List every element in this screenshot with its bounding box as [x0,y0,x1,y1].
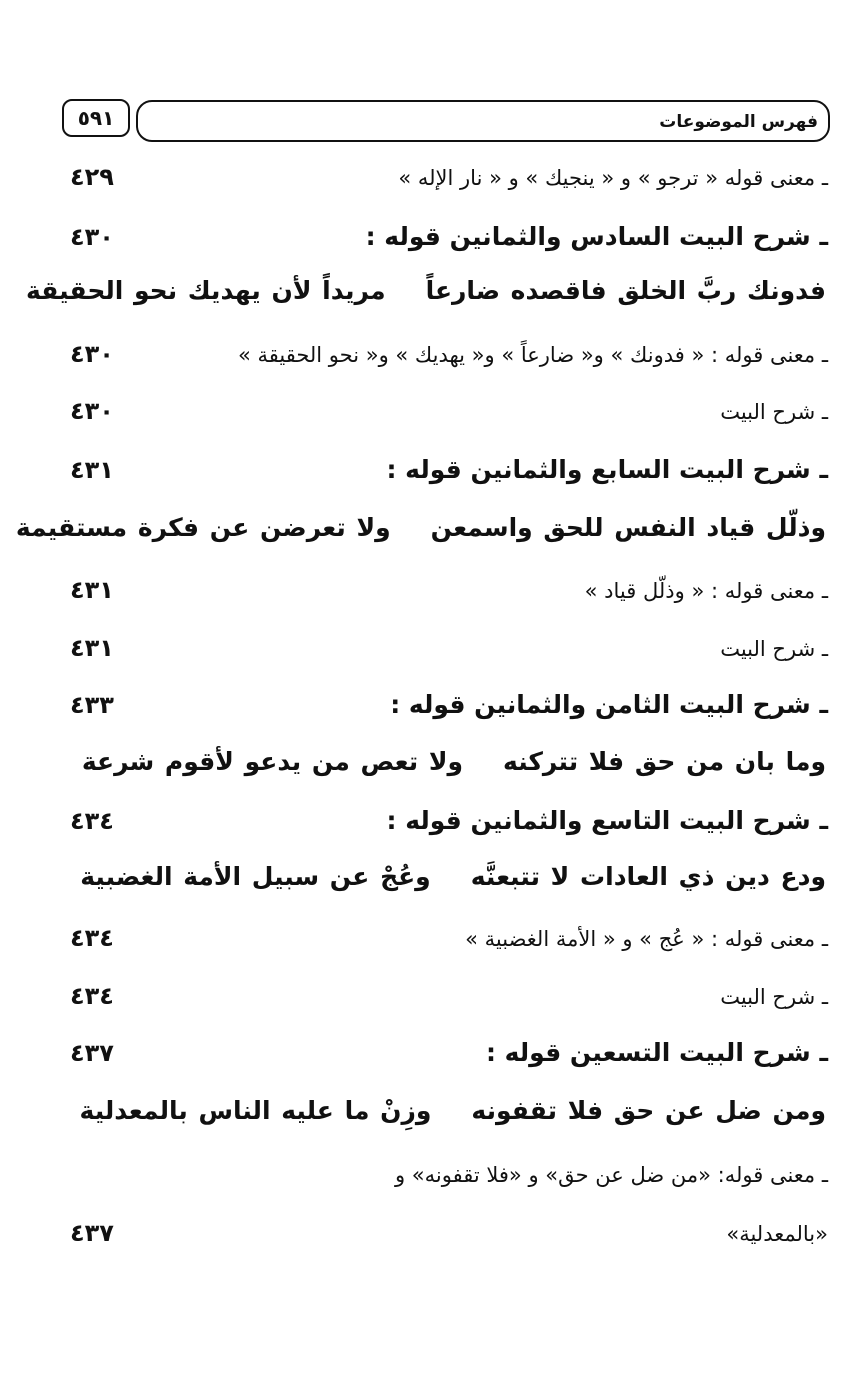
entry-text: ـ شرح البيت [720,637,828,661]
verse-line [80,1096,826,1125]
entry-text: ـ شرح البيت [720,985,828,1009]
entry-page: ٤٣٧ [70,1039,114,1067]
entry-page: ٤٣٤ [70,924,114,952]
index-heading [70,222,828,251]
entry-page: ٤٣٠ [70,223,114,251]
heading-text: ـ شرح البيت التاسع والثمانين قوله : [386,806,828,835]
verse-second-hemistich: ولا تعص من يدعو لأقوم شرعة [81,747,464,776]
entry-text: ـ معنى قوله: «من ضل عن حق» و «فلا تقفونه» و [394,1163,828,1187]
index-entry [70,576,828,604]
verse-line [82,747,826,776]
index-entry [70,397,828,425]
verse-first-hemistich: ومن ضل عن حق فلا تقفونه [471,1096,826,1125]
index-entry [70,924,828,952]
heading-text: ـ شرح البيت السادس والثمانين قوله : [365,222,828,251]
index-entry [70,634,828,662]
index-heading [70,806,828,835]
entry-page: ٤٢٩ [70,163,114,191]
verse-second-hemistich: وزِنْ ما عليه الناس بالمعدلية [79,1096,432,1125]
verse-second-hemistich: مريداً لأن يهديك نحو الحقيقة [25,276,386,305]
index-heading [70,1038,828,1067]
index-entry [70,982,828,1010]
heading-text: ـ شرح البيت السابع والثمانين قوله : [386,455,828,484]
verse-first-hemistich: وما بان من حق فلا تتركنه [503,747,826,776]
verse-line [80,862,826,891]
entry-page: ٤٣١ [70,576,114,604]
page-number: ٥٩١ [62,99,130,137]
index-entry [70,1219,828,1247]
entry-page: ٤٣٤ [70,982,114,1010]
verse-line [16,513,826,542]
entry-text: «بالمعدلية» [726,1222,828,1246]
verse-first-hemistich: ودع دين ذي العادات لا تتبعنَّه [470,862,826,891]
verse-first-hemistich: وذلّل قياد النفس للحق واسمعن [430,513,826,542]
index-entry [70,163,828,191]
entry-page: ٤٣١ [70,456,114,484]
entry-page: ٤٣٠ [70,397,114,425]
entry-page: ٤٣٧ [70,1219,114,1247]
index-heading [70,455,828,484]
verse-line [26,276,826,305]
entry-text: ـ معنى قوله « ترجو » و « ينجيك » و « نار الإله » [398,166,828,190]
heading-text: ـ شرح البيت الثامن والثمانين قوله : [390,690,828,719]
verse-first-hemistich: فدونك ربَّ الخلق فاقصده ضارعاً [425,276,826,305]
entry-page: ٤٣١ [70,634,114,662]
verse-second-hemistich: ولا تعرضن عن فكرة مستقيمة [15,513,391,542]
verse-second-hemistich: وعُجْ عن سبيل الأمة الغضبية [80,862,431,891]
index-entry [70,340,828,368]
heading-text: ـ شرح البيت التسعين قوله : [485,1038,828,1067]
entry-text: ـ شرح البيت [720,400,828,424]
entry-text: ـ معنى قوله : « وذلّل قياد » [584,579,828,603]
entry-page: ٤٣٣ [70,691,114,719]
entry-text: ـ معنى قوله : « عُج » و « الأمة الغضبية » [465,927,828,951]
entry-text: ـ معنى قوله : « فدونك » و« ضارعاً » و« يهديك » و« نحو الحقيقة » [237,343,828,367]
entry-page: ٤٣٤ [70,807,114,835]
running-header-title: فهرس الموضوعات [659,112,818,132]
index-entry [70,1163,828,1187]
entry-page: ٤٣٠ [70,340,114,368]
index-heading [70,690,828,719]
